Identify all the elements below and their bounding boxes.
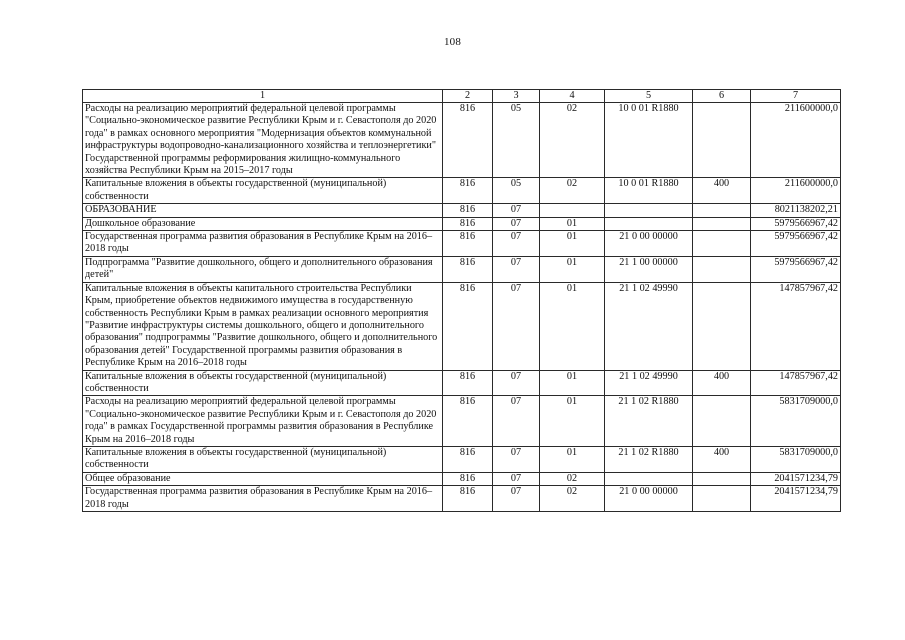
table-row <box>83 446 841 472</box>
column-header-7: 7 <box>751 90 841 103</box>
row-name-cell: Государственная программа развития образования в Республике Крым на 2016–2018 годы <box>83 486 443 512</box>
subsection-code-cell: 01 <box>540 231 605 257</box>
amount-cell: 5979566967,42 <box>751 217 841 230</box>
subsection-code-cell: 01 <box>540 446 605 472</box>
table-row <box>83 256 841 282</box>
section-code-cell: 07 <box>493 204 540 217</box>
amount-cell: 147857967,42 <box>751 282 841 370</box>
grbs-code-cell: 816 <box>443 472 493 485</box>
amount-cell: 211600000,0 <box>751 103 841 178</box>
amount-cell: 2041571234,79 <box>751 472 841 485</box>
grbs-code-cell: 816 <box>443 204 493 217</box>
subsection-code-cell: 01 <box>540 282 605 370</box>
column-header-1: 1 <box>83 90 443 103</box>
grbs-code-cell: 816 <box>443 486 493 512</box>
page-number: 108 <box>443 36 462 48</box>
target-article-cell: 10 0 01 R1880 <box>605 103 693 178</box>
column-header-2: 2 <box>443 90 493 103</box>
subsection-code-cell: 01 <box>540 370 605 396</box>
grbs-code-cell: 816 <box>443 446 493 472</box>
column-header-5: 5 <box>605 90 693 103</box>
amount-cell: 8021138202,21 <box>751 204 841 217</box>
section-code-cell: 05 <box>493 103 540 178</box>
subsection-code-cell: 02 <box>540 103 605 178</box>
subsection-code-cell: 01 <box>540 396 605 447</box>
section-code-cell: 07 <box>493 396 540 447</box>
grbs-code-cell: 816 <box>443 370 493 396</box>
target-article-cell <box>605 472 693 485</box>
amount-cell: 5831709000,0 <box>751 396 841 447</box>
table-row <box>83 370 841 396</box>
amount-cell: 5831709000,0 <box>751 446 841 472</box>
table-row <box>83 204 841 217</box>
row-name-cell: Капитальные вложения в объекты государственной (муниципальной) собственности <box>83 370 443 396</box>
amount-cell: 211600000,0 <box>751 178 841 204</box>
grbs-code-cell: 816 <box>443 282 493 370</box>
expense-type-cell <box>693 472 751 485</box>
target-article-cell: 21 1 02 49990 <box>605 282 693 370</box>
target-article-cell: 21 0 00 00000 <box>605 486 693 512</box>
row-name-cell: Государственная программа развития образования в Республике Крым на 2016–2018 годы <box>83 231 443 257</box>
expense-type-cell <box>693 217 751 230</box>
amount-cell: 5979566967,42 <box>751 256 841 282</box>
table-row <box>83 282 841 370</box>
section-code-cell: 07 <box>493 217 540 230</box>
grbs-code-cell: 816 <box>443 256 493 282</box>
subsection-code-cell: 01 <box>540 256 605 282</box>
budget-table <box>82 89 841 512</box>
target-article-cell: 10 0 01 R1880 <box>605 178 693 204</box>
target-article-cell: 21 1 02 R1880 <box>605 446 693 472</box>
target-article-cell <box>605 204 693 217</box>
table-row <box>83 103 841 178</box>
table-row <box>83 231 841 257</box>
target-article-cell <box>605 217 693 230</box>
grbs-code-cell: 816 <box>443 178 493 204</box>
row-name-cell: Капитальные вложения в объекты государственной (муниципальной) собственности <box>83 446 443 472</box>
table-body <box>83 103 841 512</box>
grbs-code-cell: 816 <box>443 231 493 257</box>
amount-cell: 2041571234,79 <box>751 486 841 512</box>
subsection-code-cell: 01 <box>540 217 605 230</box>
subsection-code-cell: 02 <box>540 472 605 485</box>
expense-type-cell <box>693 204 751 217</box>
grbs-code-cell: 816 <box>443 217 493 230</box>
row-name-cell: Капитальные вложения в объекты государственной (муниципальной) собственности <box>83 178 443 204</box>
table-row <box>83 472 841 485</box>
expense-type-cell <box>693 396 751 447</box>
expense-type-cell: 400 <box>693 178 751 204</box>
column-header-4: 4 <box>540 90 605 103</box>
subsection-code-cell: 02 <box>540 486 605 512</box>
section-code-cell: 05 <box>493 178 540 204</box>
grbs-code-cell: 816 <box>443 396 493 447</box>
table-header <box>83 90 841 103</box>
table-row <box>83 217 841 230</box>
column-header-6: 6 <box>693 90 751 103</box>
column-header-3: 3 <box>493 90 540 103</box>
row-name-cell: Капитальные вложения в объекты капитального строительства Республики Крым, приобретение объектов недвижимого имущества в государственную собственность Республики Крым в рамках реализации основного мероприятия "Развитие инфраструктуры системы дошкольного, общего и дополнительного образования" подпрограммы "Развитие дошкольного, общего и дополнительного образования детей" Государственной программы развития образования в Республике Крым на 2016–2018 годы <box>83 282 443 370</box>
expense-type-cell <box>693 256 751 282</box>
expense-type-cell <box>693 103 751 178</box>
expense-type-cell <box>693 282 751 370</box>
expense-type-cell <box>693 231 751 257</box>
section-code-cell: 07 <box>493 486 540 512</box>
table-row <box>83 396 841 447</box>
row-name-cell: Подпрограмма "Развитие дошкольного, общего и дополнительного образования детей" <box>83 256 443 282</box>
row-name-cell: Дошкольное образование <box>83 217 443 230</box>
amount-cell: 5979566967,42 <box>751 231 841 257</box>
subsection-code-cell <box>540 204 605 217</box>
amount-cell: 147857967,42 <box>751 370 841 396</box>
row-name-cell: ОБРАЗОВАНИЕ <box>83 204 443 217</box>
section-code-cell: 07 <box>493 370 540 396</box>
grbs-code-cell: 816 <box>443 103 493 178</box>
section-code-cell: 07 <box>493 282 540 370</box>
row-name-cell: Общее образование <box>83 472 443 485</box>
target-article-cell: 21 1 02 R1880 <box>605 396 693 447</box>
row-name-cell: Расходы на реализацию мероприятий федеральной целевой программы "Социально-экономическое развитие Республики Крым и г. Севастополя до 2020 года" в рамках основного мероприятия "Модернизация объектов коммунальной инфраструктуры водопроводно-канализационного хозяйства и теплоэнергетики" Государственной программы реформирования жилищно-коммунального хозяйства Республики Крым на 2015–2017 годы <box>83 103 443 178</box>
table-row <box>83 486 841 512</box>
target-article-cell: 21 0 00 00000 <box>605 231 693 257</box>
section-code-cell: 07 <box>493 256 540 282</box>
row-name-cell: Расходы на реализацию мероприятий федеральной целевой программы "Социально-экономическое развитие Республики Крым и г. Севастополя до 2020 года" в рамках Государственной программы развития образования в Республике Крым на 2016–2018 годы <box>83 396 443 447</box>
header-row <box>83 90 841 103</box>
expense-type-cell: 400 <box>693 446 751 472</box>
expense-type-cell: 400 <box>693 370 751 396</box>
table-row <box>83 178 841 204</box>
subsection-code-cell: 02 <box>540 178 605 204</box>
target-article-cell: 21 1 00 00000 <box>605 256 693 282</box>
target-article-cell: 21 1 02 49990 <box>605 370 693 396</box>
section-code-cell: 07 <box>493 231 540 257</box>
expense-type-cell <box>693 486 751 512</box>
section-code-cell: 07 <box>493 472 540 485</box>
section-code-cell: 07 <box>493 446 540 472</box>
